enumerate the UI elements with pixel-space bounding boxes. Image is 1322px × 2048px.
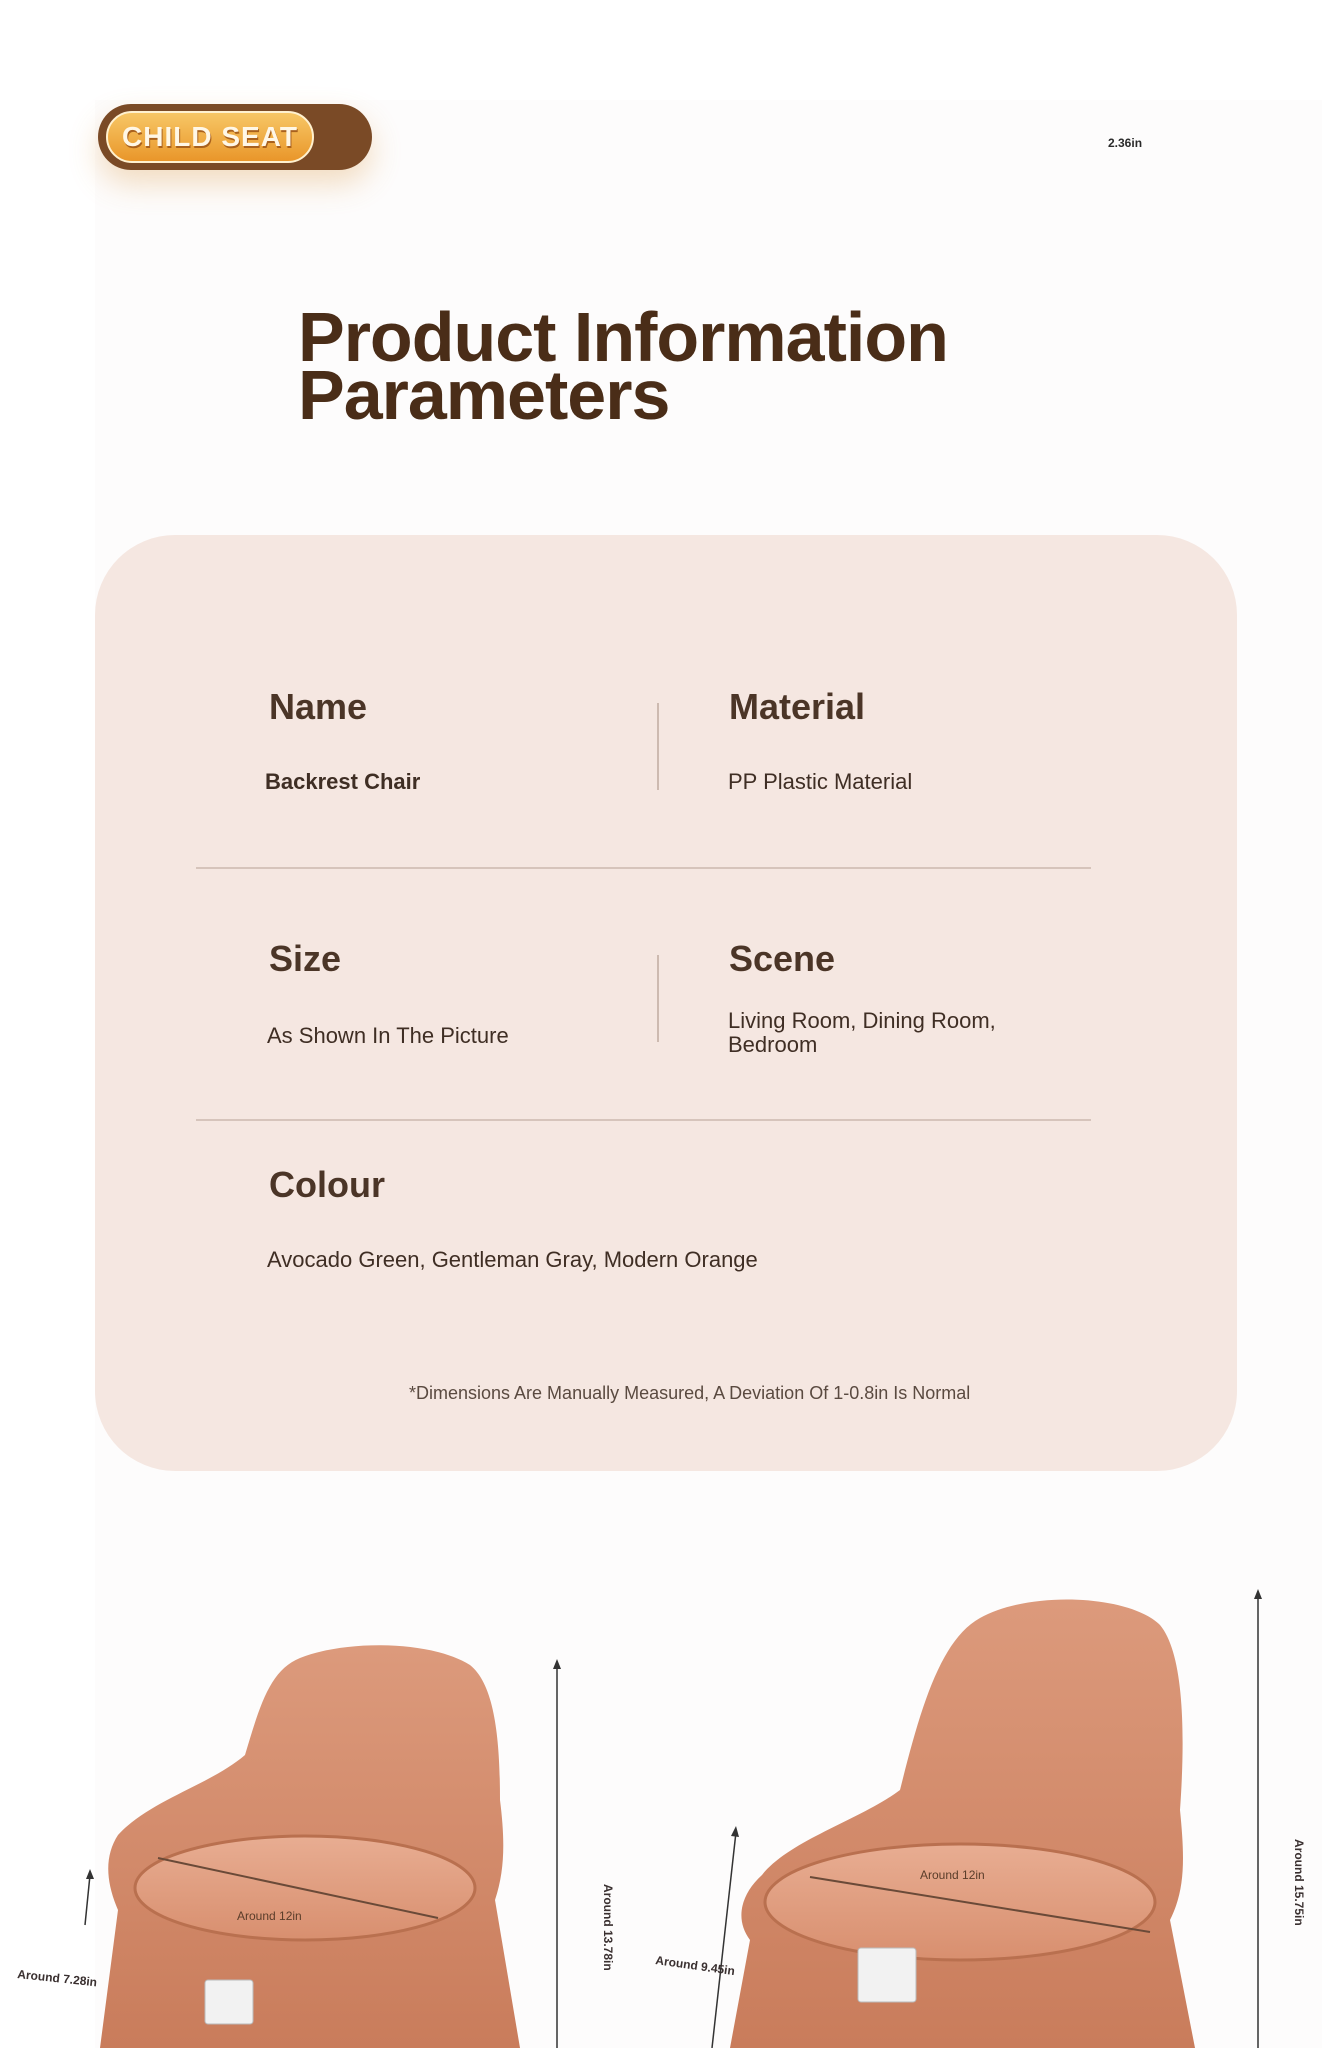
row1-divider [657,703,659,790]
page-title-line-1: Product Information [298,298,948,376]
page-title-line-2: Parameters [298,356,670,434]
chair-dimension-illustration [0,1540,1322,2048]
row-separator-2 [196,1119,1091,1121]
scene-label: Scene [729,938,836,979]
large-chair [712,1589,1262,2048]
large-depth-label: Around 9.45in [654,1953,736,1979]
size-label: Size [269,938,342,979]
large-depth-arrow [731,1826,739,1837]
large-height-label: Around 15.75in [1292,1839,1306,1926]
large-depth-line [712,1832,736,2048]
colour-value: Avocado Green, Gentleman Gray, Modern Orange [267,1247,758,1272]
small-height-arrow [553,1659,561,1669]
child-seat-label: CHILD SEAT [106,111,314,163]
small-depth-line [85,1875,90,1925]
measurement-note: *Dimensions Are Manually Measured, A Deviation Of 1-0.8in Is Normal [409,1383,971,1403]
name-label: Name [269,686,368,727]
material-label: Material [729,686,866,727]
small-depth-arrow [86,1869,94,1879]
scene-value-line-1: Living Room, Dining Room, [728,1008,996,1033]
material-value: PP Plastic Material [728,769,913,794]
small-chair [85,1645,561,2048]
specs-card [95,535,1237,1471]
small-depth-label: Around 7.28in [16,1967,98,1990]
row-separator-1 [196,867,1091,869]
large-chair-tag [858,1948,916,2002]
scene-value-line-2: Bedroom [728,1032,818,1057]
large-seat-width-label: Around 12in [920,1868,985,1882]
colour-label: Colour [269,1164,385,1205]
child-seat-badge [98,104,372,170]
small-height-label: Around 13.78in [601,1884,615,1971]
small-chair-tag [205,1980,253,2024]
small-seat-width-label: Around 12in [237,1909,302,1923]
chair-drawings [0,1540,1322,2048]
page-title [298,298,1018,434]
large-chair-body [730,1600,1195,2048]
row2-divider [657,955,659,1042]
large-height-arrow [1254,1589,1262,1599]
name-value: Backrest Chair [265,769,421,794]
top-dimension-label: 2.36in [1108,136,1143,150]
size-value: As Shown In The Picture [267,1023,509,1048]
small-chair-seat [135,1836,475,1940]
